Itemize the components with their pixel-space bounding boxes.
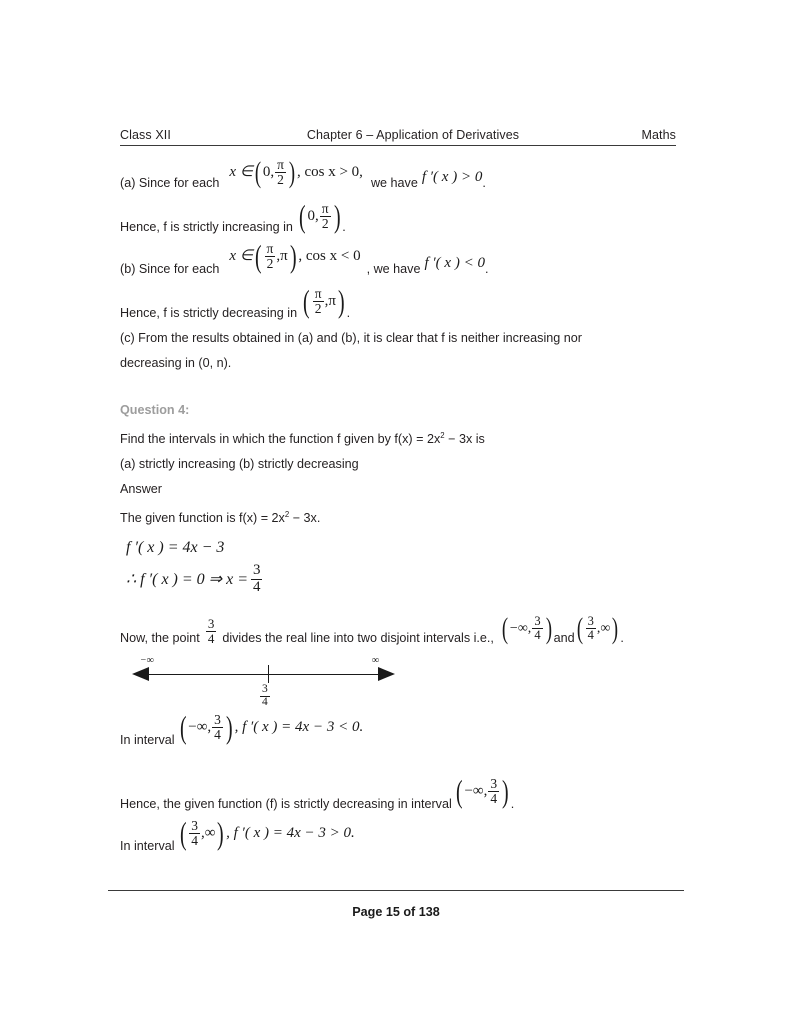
frac-den: 4 [534,628,541,643]
hence-increasing-text: Hence, f is strictly increasing in [120,220,293,234]
header-class-label: Class XII [120,128,171,142]
frac-num: 3 [490,776,498,792]
paragraph-hence-decreasing-interval [120,775,676,817]
arrow-right-icon [378,667,395,681]
footer-divider [108,890,684,891]
frac-num: 3 [252,562,261,579]
arrow-left-icon [132,667,149,681]
frac-den: 2 [277,172,284,188]
hence-decreasing-period: . [346,306,351,320]
math-interval-0-pi-2: ( 0, $\frac{\pi}{2}$ ) [298,198,341,235]
number-line-label-three-fourths [260,684,270,708]
frac-num: 3 [207,616,215,632]
paragraph-part-a [120,156,676,196]
frac-den: 4 [191,833,199,849]
paragraph-part-c-line1: (c) From the results obtained in (a) and (b), it is clear that f is neither increasing nor [120,331,582,345]
header-subject-label: Maths [641,128,676,142]
part-b-period: . [484,262,489,276]
paragraph-hence-increasing [120,198,676,240]
header-chapter-title: Chapter 6 – Application of Derivatives [306,128,520,142]
given-function-post: − 3x. [289,511,321,526]
paragraph-divides-real-line [120,611,676,651]
hence-increasing-period: . [342,220,346,234]
math-derivative-line1: f ′( x ) = 4x − 3 [126,539,225,557]
hence-decreasing-text: Hence, f is strictly decreasing in [120,306,298,320]
frac-num: π [314,286,322,302]
given-exponent: 2 [284,510,290,520]
frac-den: 2 [266,256,274,272]
question-statement-post: − 3x is [444,432,485,447]
math-in-interval-1: ( −∞, $\frac{3}{4}$ ) , f ′( x ) = 4x − 3 < 0. [179,709,364,746]
math-part-b-fprime: f ′( x ) < 0 [424,255,485,271]
math-interval-pi-2-pi: ( $\frac{\pi}{2}$ ,π ) [303,283,345,320]
frac-den: 4 [207,630,215,646]
hence-dec-label: Hence, the given function (f) is strictly decreasing in interval [120,796,452,811]
math-hence-dec-interval: ( −∞, $\frac{3}{4}$ ) [455,773,509,810]
frac-den: 2 [321,216,329,232]
given-function-pre: The given function is f(x) = 2x [120,511,285,526]
math-part-b-interval: x ∈ ( $\frac{\pi}{2}$ ,π ) , cos x < 0 [229,238,361,275]
divides-trailing-period: . [620,630,624,645]
number-line-figure [128,651,428,709]
part-b-lead: (b) Since for each [120,262,220,276]
frac-num: 3 [587,614,594,629]
paragraph-hence-decreasing [120,284,676,326]
math-point-three-fourths [206,617,217,645]
frac-num: 3 [191,818,199,834]
frac-num: π [321,201,329,217]
paragraph-in-interval-2 [120,815,676,859]
divides-post: divides the real line into two disjoint intervals i.e., [222,630,494,645]
frac-num: 3 [534,614,541,629]
paragraph-part-c-line2: decreasing in (0, n). [120,356,232,370]
math-in-interval-2: ( $\frac{3}{4}$ ,∞ ) , f ′( x ) = 4x − 3 > 0. [179,815,355,852]
math-part-a-interval: x ∈ ( 0, $\frac{\pi}{2}$ ) , cos x > 0, [229,156,363,190]
page-header [120,128,676,146]
math-interval-three-fourths-inf: ( $\frac{3}{4}$ ,∞ ) [576,612,619,646]
question-statement-pre: Find the intervals in which the function f given by f(x) = 2x [120,432,441,447]
number-line-tick [268,665,269,683]
and-word: and [553,630,575,645]
frac-den: 4 [214,727,221,743]
in-interval-1-label: In interval [120,732,175,747]
math-derivative-line2 [126,563,263,595]
frac-num: π [266,241,274,257]
question-statement-line2: (a) strictly increasing (b) strictly decreasing [120,457,359,472]
part-a-period: . [482,176,486,190]
frac-num: 3 [214,712,221,728]
paragraph-in-interval-1 [120,709,676,753]
frac-den: 4 [490,791,498,807]
math-part-a-fprime: f ′( x ) > 0 [421,169,483,185]
part-b-we-have: , we have [366,262,421,276]
question-statement-line1 [120,423,676,452]
footer-page-number: Page 15 of 138 [352,905,440,919]
paragraph-part-b [120,238,676,282]
number-line-label-negative-infinity: −∞ [140,654,154,666]
part-a-we-have: we have [370,176,418,190]
frac-den: 4 [262,695,268,708]
hence-dec-period: . [510,796,515,811]
in-interval-2-label: In interval [120,838,175,853]
page-body [120,156,676,859]
number-line-label-infinity: ∞ [372,654,380,666]
frac-den: 4 [587,628,594,643]
given-function-line [120,502,676,531]
frac-den: 4 [252,578,261,595]
divides-pre: Now, the point [120,630,200,645]
frac-num: 3 [262,682,268,695]
frac-num: π [277,157,284,173]
part-a-lead: (a) Since for each [120,176,220,190]
frac-den: 2 [314,301,322,317]
math-interval-neg-inf-three-fourths: ( −∞, $\frac{3}{4}$ ) [501,612,552,646]
question-exponent: 2 [440,431,445,440]
derivative-line2-pre: ∴ f ′( x ) = 0 ⇒ x = [126,571,248,589]
answer-label: Answer [120,482,162,497]
question-label: Question 4: [120,403,190,417]
